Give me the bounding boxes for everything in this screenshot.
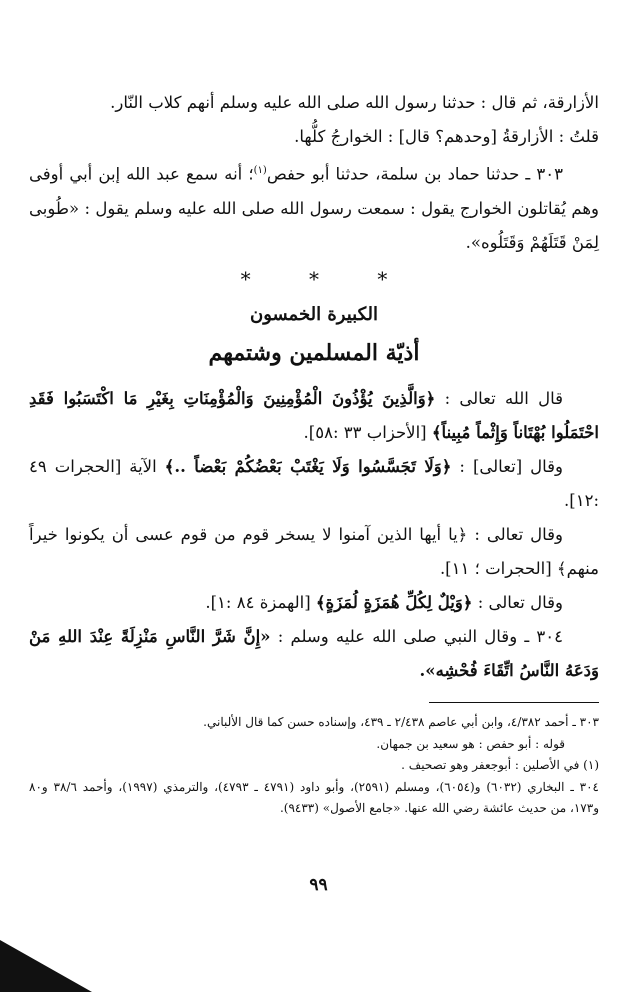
footnotes [29, 712, 599, 820]
hadith-text: ؛ أنه سمع عبد الله إبن أبي أوفى وهم يُقاتلون الخوارج يقول : سمعت رسول الله صلى الله عليه وسلم يقول : «طُوبى لِمَنْ قَتَلَهُمْ وَقَتَلُوه». [29, 164, 599, 252]
page-corner-shadow [0, 940, 92, 992]
verse-block-2 [29, 450, 599, 518]
verse-intro: قال الله تعالى : [444, 388, 564, 408]
main-text [29, 86, 599, 688]
chapter-number: الكبيرة الخمسون [249, 303, 378, 325]
verse-reference: [الهمزة ٨٤ :١]. [205, 592, 311, 612]
quran-verse: ﴿يا أيها الذين آمنوا لا يسخر قوم من قوم عسى أن يكونوا خيراً منهم﴾ [29, 524, 599, 578]
star-ornament: * [377, 266, 388, 291]
verse-intro: وقال تعالى : [477, 592, 563, 612]
hadith-303 [29, 154, 599, 260]
text-line: قلتُ : الأزارقةُ [وحدهم؟ قال] : الخوارجُ كلُّها. [294, 127, 599, 146]
verse-block-3 [29, 518, 599, 586]
quran-verse: ﴿وَيْلٌ لِكُلِّ هُمَزَةٍ لُمَزَةٍ﴾ [315, 592, 473, 612]
paragraph-kharijites [29, 86, 599, 154]
verse-block-4 [29, 586, 599, 620]
page-number: ٩٩ [309, 875, 328, 895]
hadith-text: «إِنَّ شَرَّ النَّاسِ مَنْزِلَةً عِنْدَ اللهِ مَنْ وَدَعَهُ النَّاسُ اتِّقَاءَ فُحْشِه». [29, 626, 599, 680]
verse-reference: [الأحزاب ٣٣ :٥٨]. [303, 422, 427, 442]
star-ornament: * [240, 266, 251, 291]
hadith-304 [29, 620, 599, 688]
chapter-title: أذيّة المسلمين وشتمهم [208, 339, 420, 366]
verse-intro: وقال [تعالى] : [459, 456, 564, 476]
verse-block-1 [29, 382, 599, 450]
footnote-marker: (١) [253, 165, 267, 176]
hadith-text: ٣٠٣ ـ حدثنا حماد بن سلمة، حدثنا أبو حفص [266, 164, 563, 184]
verse-intro: وقال تعالى : [474, 524, 563, 544]
text-line: الأزارقة، ثم قال : حدثنا رسول الله صلى الله عليه وسلم أنهم كلاب النّار. [110, 93, 599, 112]
star-ornament: * [309, 266, 319, 291]
footnote: قوله : أبو حفص : هو سعيد بن جمهان. [376, 736, 565, 751]
footnote: ٣٠٣ ـ أحمد ٤/٣٨٢، وابن أبي عاصم ٢/٤٣٨ ـ ٤٣٩، وإسناده حسن كما قال الألباني. [203, 715, 599, 729]
footnote: (١) في الأصلين : أبوجعفر وهو تصحيف . [401, 758, 599, 772]
quran-verse: ﴿وَالَّذِينَ يُؤْذُونَ الْمُؤْمِنِينَ وَالْمُؤْمِنَاتِ بِغَيْرِ مَا اكْتَسَبُوا فَقَدِ احْتَمَلُوا بُهْتَاناً وَإِثْماً مُبِيناً﴾ [29, 388, 599, 442]
footnote-separator [429, 702, 599, 703]
verse-reference: الآية [الحجرات ٤٩ :١٢]. [29, 456, 599, 510]
footnote: ٣٠٤ ـ البخاري (٦٠٣٢) و(٦٠٥٤)، ومسلم (٢٥٩١)، وأبو داود (٤٧٩١ ـ ٤٧٩٣)، والترمذي (١٩٩٧)، وأحمد ٣٨/٦ و٨٠ و١٧٣، من حديث عائشة رضي الله عنها. «جامع الأصول» (٩٤٣٣). [29, 779, 599, 815]
section-divider [29, 266, 599, 292]
verse-reference: [الحجرات ؛ ١١]. [439, 558, 552, 578]
hadith-intro: ٣٠٤ ـ وقال النبي صلى الله عليه وسلم : [277, 626, 563, 646]
quran-verse: ﴿وَلَا تَجَسَّسُوا وَلَا يَغْتَبْ بَعْضُكُمْ بَعْضاً ..﴾ [164, 456, 452, 476]
